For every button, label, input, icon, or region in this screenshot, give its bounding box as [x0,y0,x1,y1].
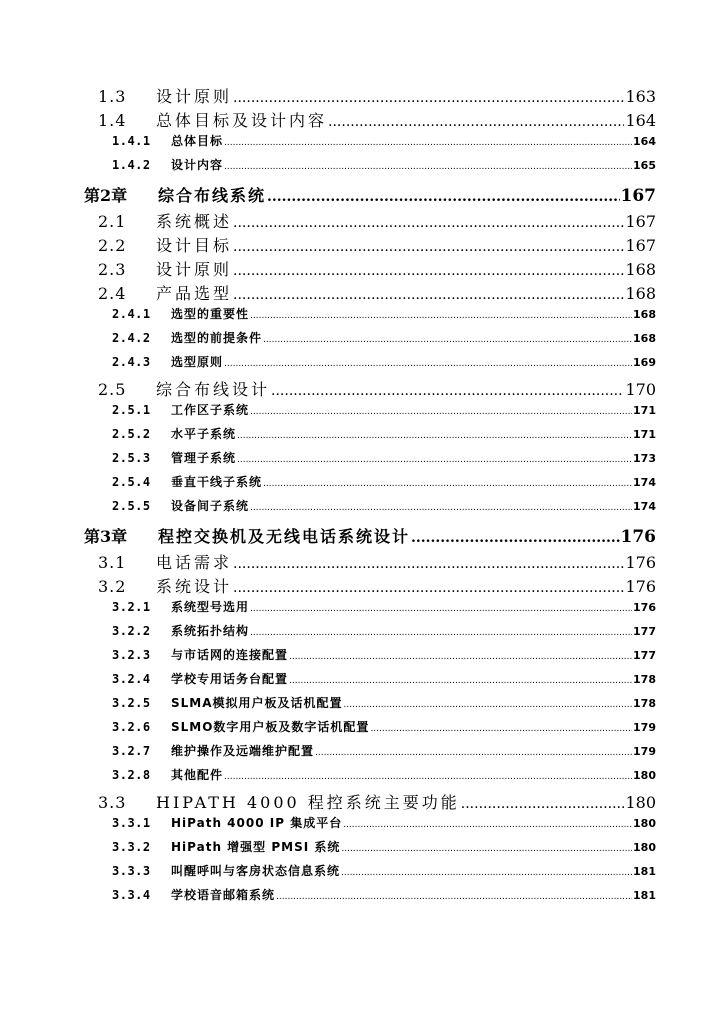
toc-entry-number: 3.2.5 [112,696,151,710]
toc-subsection-entry[interactable] [112,473,656,497]
toc-entry-title: 水平子系统 [171,427,237,441]
toc-entry-number: 2.4.2 [112,331,151,345]
toc-subsection-entry[interactable] [112,497,656,521]
toc-entry-title: SLMA模拟用户板及话机配置 [171,696,343,710]
toc-entry-page: 178 [633,697,656,710]
toc-entry-number: 3.2.8 [112,768,151,782]
toc-entry-title: 维护操作及远端维护配置 [171,744,315,758]
toc-entry-page: 178 [633,673,656,686]
dot-leader [233,287,624,303]
toc-entry-title: 其他配件 [171,768,224,782]
dot-leader [461,796,625,812]
table-of-contents [0,84,724,910]
toc-entry-page: 177 [633,625,656,638]
toc-section-entry[interactable] [98,108,656,132]
toc-entry-title: SLMO数字用户板及数字话机配置 [171,720,370,734]
toc-entry-number: 3.2.4 [112,672,151,686]
toc-entry-number: 2.5 [98,380,127,399]
toc-entry-title: 选型原则 [171,355,224,369]
toc-entry-title: 产品选型 [156,284,233,303]
toc-entry-page: 167 [625,212,656,231]
toc-entry-number: 2.5.3 [112,451,151,465]
toc-entry-number: 3.2.6 [112,720,151,734]
toc-section-entry[interactable] [98,281,656,305]
toc-entry-title: 设计原则 [156,87,233,106]
toc-section-entry[interactable] [98,233,656,257]
toc-entry-title: 程控交换机及无线电话系统设计 [158,527,411,546]
toc-entry-page: 174 [633,500,656,513]
toc-entry-title: HiPath 增强型 PMSI 系统 [171,840,341,854]
dot-leader [250,503,632,513]
toc-subsection-entry[interactable] [112,449,656,473]
toc-entry-title: 选型的前提条件 [171,331,263,345]
dot-leader [224,359,632,369]
toc-entry-page: 163 [625,87,656,106]
dot-leader [250,407,632,417]
toc-entry-page: 180 [633,769,656,782]
toc-subsection-entry[interactable] [112,425,656,449]
toc-entry-page: 164 [633,135,656,148]
toc-entry-number: 3.2.7 [112,744,151,758]
toc-section-entry[interactable] [98,257,656,281]
dot-leader [411,530,619,546]
toc-entry-page: 181 [633,889,656,902]
toc-entry-title: 叫醒呼叫与客房状态信息系统 [171,864,341,878]
toc-subsection-entry[interactable] [112,598,656,622]
dot-leader [276,892,632,902]
dot-leader [233,556,624,572]
toc-entry-title: 设计原则 [156,260,233,279]
toc-subsection-entry[interactable] [112,646,656,670]
toc-entry-title: 学校专用话务台配置 [171,672,289,686]
dot-leader [341,868,632,878]
toc-entry-title: 系统概述 [156,212,233,231]
dot-leader [263,335,632,345]
toc-entry-number: 3.3.1 [112,816,151,830]
dot-leader [289,652,632,662]
toc-entry-number: 第2章 [84,186,128,205]
toc-entry-title: 工作区子系统 [171,403,250,417]
toc-subsection-entry[interactable] [112,329,656,353]
toc-entry-number: 3.2.2 [112,624,151,638]
toc-subsection-entry[interactable] [112,694,656,718]
dot-leader [341,844,632,854]
toc-entry-title: 设计内容 [171,158,224,172]
dot-leader [250,311,632,321]
toc-entry-page: 169 [633,356,656,369]
toc-entry-page: 168 [633,308,656,321]
toc-entry-number: 1.4.2 [112,158,151,172]
toc-entry-page: 167 [625,236,656,255]
toc-entry-title: 系统拓扑结构 [171,624,250,638]
toc-entry-number: 2.5.1 [112,403,151,417]
toc-entry-number: 2.3 [98,260,127,279]
dot-leader [224,772,632,782]
toc-entry-title: 学校语音邮箱系统 [171,888,276,902]
toc-entry-page: 179 [633,745,656,758]
dot-leader [237,431,632,441]
toc-entry-number: 1.4 [98,111,127,130]
dot-leader [250,604,632,614]
toc-entry-number: 2.4.3 [112,355,151,369]
toc-entry-title: 选型的重要性 [171,307,250,321]
toc-section-entry[interactable] [98,209,656,233]
dot-leader [233,580,624,596]
toc-entry-page: 171 [633,404,656,417]
toc-entry-number: 3.2.3 [112,648,151,662]
dot-leader [233,215,624,231]
toc-entry-number: 1.4.1 [112,134,151,148]
dot-leader [263,479,632,489]
toc-entry-number: 2.5.5 [112,499,151,513]
dot-leader [344,700,633,710]
toc-entry-title: 总体目标 [171,134,224,148]
toc-section-entry[interactable] [98,550,656,574]
toc-subsection-entry[interactable] [112,622,656,646]
toc-subsection-entry[interactable] [112,156,656,180]
toc-subsection-entry[interactable] [112,742,656,766]
toc-entry-title: 与市话网的连接配置 [171,648,289,662]
toc-entry-page: 167 [620,186,656,206]
toc-entry-page: 164 [625,111,656,130]
toc-entry-page: 170 [625,380,656,399]
toc-section-entry[interactable] [98,790,656,814]
toc-subsection-entry[interactable] [112,718,656,742]
toc-chapter-entry[interactable] [84,183,656,209]
toc-entry-number: 3.2 [98,577,127,596]
toc-entry-number: 2.1 [98,212,127,231]
toc-subsection-entry[interactable] [112,353,656,377]
toc-entry-title: 系统型号选用 [171,600,250,614]
toc-entry-title: 综合布线系统 [158,186,267,205]
toc-entry-number: 3.3.3 [112,864,151,878]
toc-entry-number: 2.4 [98,284,127,303]
toc-entry-title: 垂直干线子系统 [171,475,263,489]
toc-entry-page: 173 [633,452,656,465]
toc-entry-title: 设计目标 [156,236,233,255]
dot-leader [224,138,632,148]
toc-entry-number: 2.4.1 [112,307,151,321]
toc-subsection-entry[interactable] [112,132,656,156]
toc-entry-number: 2.2 [98,236,127,255]
toc-section-entry[interactable] [98,84,656,108]
toc-entry-title: 总体目标及设计内容 [156,111,328,130]
toc-entry-page: 171 [633,428,656,441]
dot-leader [315,748,632,758]
toc-entry-page: 176 [620,527,656,547]
toc-entry-page: 180 [633,817,656,830]
toc-entry-page: 168 [633,332,656,345]
dot-leader [237,455,632,465]
dot-leader [233,263,624,279]
toc-entry-page: 176 [625,577,656,596]
toc-subsection-entry[interactable] [112,766,656,790]
toc-entry-page: 165 [633,159,656,172]
toc-entry-number: 3.2.1 [112,600,151,614]
toc-entry-title: 综合布线设计 [156,380,271,399]
dot-leader [289,676,632,686]
dot-leader [233,239,624,255]
toc-entry-page: 179 [633,721,656,734]
toc-entry-title: 管理子系统 [171,451,237,465]
toc-subsection-entry[interactable] [112,401,656,425]
dot-leader [271,383,624,399]
toc-subsection-entry[interactable] [112,862,656,886]
toc-entry-page: 176 [625,553,656,572]
toc-entry-number: 1.3 [98,87,127,106]
dot-leader [328,114,624,130]
toc-entry-title: 系统设计 [156,577,233,596]
toc-entry-number: 第3章 [84,527,128,546]
toc-entry-title: 电话需求 [156,553,233,572]
toc-entry-page: 180 [625,793,656,812]
toc-entry-page: 174 [633,476,656,489]
toc-section-entry[interactable] [98,377,656,401]
toc-entry-number: 2.5.4 [112,475,151,489]
toc-entry-number: 3.3.2 [112,840,151,854]
toc-entry-page: 168 [625,284,656,303]
toc-subsection-entry[interactable] [112,886,656,910]
toc-entry-page: 176 [633,601,656,614]
toc-entry-page: 181 [633,865,656,878]
toc-entry-number: 3.1 [98,553,127,572]
toc-entry-page: 168 [625,260,656,279]
toc-entry-number: 3.3 [98,793,127,812]
dot-leader [233,90,624,106]
dot-leader [343,820,632,830]
dot-leader [250,628,632,638]
toc-entry-title: 设备间子系统 [171,499,250,513]
toc-entry-title: HiPath 4000 IP 集成平台 [171,816,343,830]
toc-entry-title: HIPATH 4000 程控系统主要功能 [156,793,460,812]
toc-entry-number: 2.5.2 [112,427,151,441]
toc-subsection-entry[interactable] [112,838,656,862]
toc-entry-page: 180 [633,841,656,854]
toc-entry-number: 3.3.4 [112,888,151,902]
dot-leader [370,724,632,734]
toc-subsection-entry[interactable] [112,670,656,694]
toc-subsection-entry[interactable] [112,814,656,838]
toc-entry-page: 177 [633,649,656,662]
dot-leader [267,189,619,205]
dot-leader [224,162,632,172]
toc-section-entry[interactable] [98,574,656,598]
toc-subsection-entry[interactable] [112,305,656,329]
toc-chapter-entry[interactable] [84,524,656,550]
